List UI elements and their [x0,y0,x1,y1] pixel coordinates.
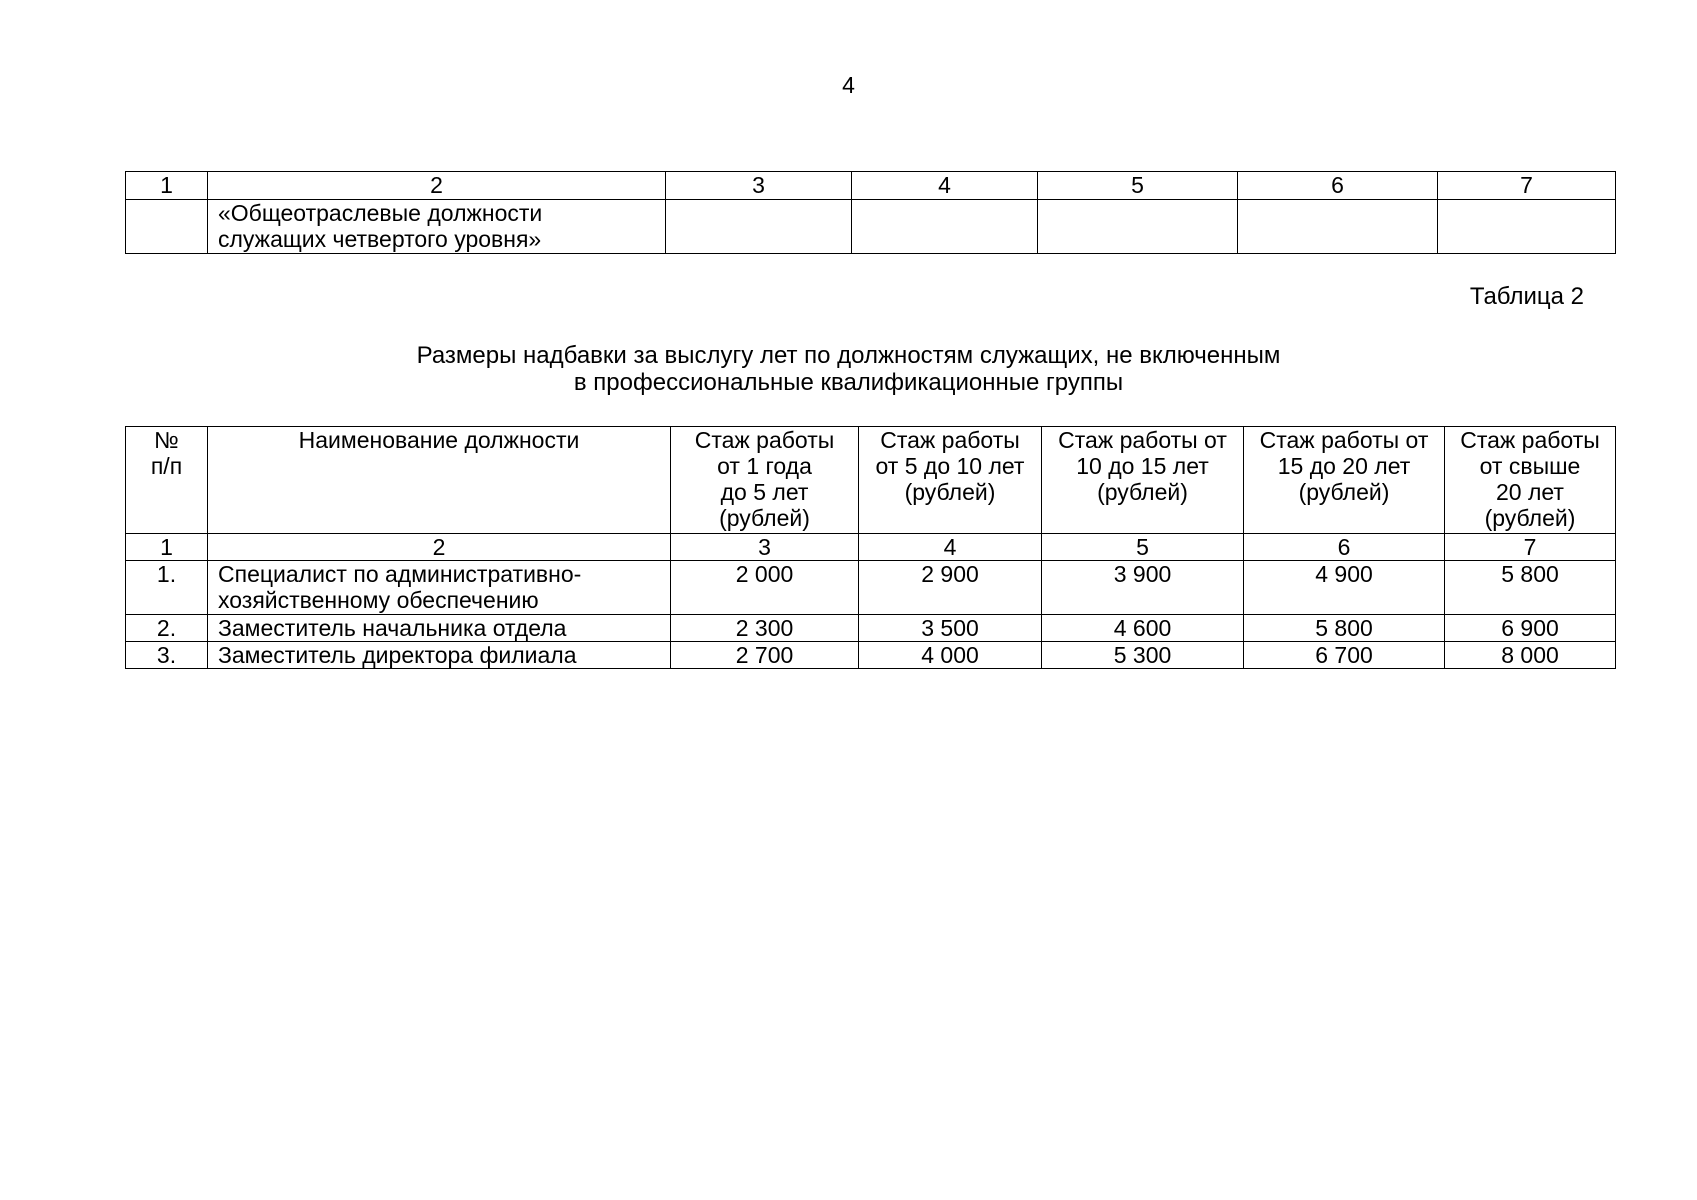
row-number-cell [126,200,208,254]
table-row [126,561,1616,615]
header-line: (рублей) [904,479,996,505]
header-row [126,427,1616,534]
column-number: 5 [1038,172,1238,200]
column-number: 4 [859,534,1042,561]
value-cell [852,200,1038,254]
value-cell: 5 800 [1244,615,1445,642]
header-line: п/п [150,453,183,479]
header-line: Стаж работы [1460,427,1600,453]
position-name-line: хозяйственному обеспечению [218,587,539,613]
value-cell [1238,200,1438,254]
header-cell-experience [1244,427,1445,534]
header-line: Стаж работы от [1259,427,1429,453]
header-line: (рублей) [1298,479,1390,505]
position-name-cell [208,561,671,615]
value-cell [1438,200,1616,254]
table-row [126,642,1616,669]
header-line: 15 до 20 лет [1277,453,1411,479]
header-line: (рублей) [1097,479,1188,505]
header-line: Стаж работы [694,427,835,453]
allowance-table [125,426,1616,669]
header-line: 20 лет [1496,479,1564,505]
continuation-table [125,171,1616,254]
column-number-row [126,534,1616,561]
header-line: Стаж работы [880,427,1020,453]
header-cell-experience [859,427,1042,534]
table-title [0,342,1697,396]
header-line: (рублей) [1484,505,1576,531]
position-name-line: «Общеотраслевые должности [218,200,543,226]
value-cell [1038,200,1238,254]
row-number-cell: 3. [126,642,208,669]
column-number: 7 [1438,172,1616,200]
header-line: № [154,427,179,453]
table-row [126,615,1616,642]
value-cell: 2 900 [859,561,1042,615]
header-line: (рублей) [719,505,810,531]
header-cell-experience [1445,427,1616,534]
value-cell: 2 700 [671,642,859,669]
column-number: 2 [208,172,666,200]
table-title-line: Размеры надбавки за выслугу лет по должностям служащих, не включенным [416,342,1281,369]
position-name-line: служащих четвертого уровня» [218,226,542,252]
table-label: Таблица 2 [1469,283,1584,310]
table-title-line: в профессиональные квалификационные группы [573,369,1124,396]
header-line: от 5 до 10 лет [875,453,1025,479]
column-number: 1 [126,172,208,200]
value-cell: 5 800 [1445,561,1616,615]
header-line: от свыше [1479,453,1581,479]
row-number-cell: 1. [126,561,208,615]
value-cell [666,200,852,254]
header-line: до 5 лет [720,479,809,505]
value-cell: 4 600 [1042,615,1244,642]
header-line: от 1 года [717,453,812,479]
position-name-cell [208,615,671,642]
page-number: 4 [842,72,855,98]
row-number-cell: 2. [126,615,208,642]
position-name-line: Заместитель начальника отдела [218,615,567,641]
value-cell: 6 900 [1445,615,1616,642]
column-number: 7 [1445,534,1616,561]
column-number: 4 [852,172,1038,200]
position-name-cell [208,642,671,669]
column-number: 6 [1244,534,1445,561]
value-cell: 2 000 [671,561,859,615]
value-cell: 6 700 [1244,642,1445,669]
column-number-row [126,172,1616,200]
header-cell-position [208,427,671,534]
value-cell: 3 900 [1042,561,1244,615]
value-cell: 4 000 [859,642,1042,669]
position-name-line: Заместитель директора филиала [218,642,577,668]
header-cell-experience [671,427,859,534]
position-name-cell [208,200,666,254]
value-cell: 2 300 [671,615,859,642]
value-cell: 4 900 [1244,561,1445,615]
header-line: 10 до 15 лет [1076,453,1209,479]
table-row [126,200,1616,254]
header-line: Наименование должности [298,427,580,453]
column-number: 1 [126,534,208,561]
value-cell: 8 000 [1445,642,1616,669]
header-cell-experience [1042,427,1244,534]
column-number: 5 [1042,534,1244,561]
column-number: 3 [671,534,859,561]
column-number: 2 [208,534,671,561]
header-cell-number [126,427,208,534]
value-cell: 5 300 [1042,642,1244,669]
header-line: Стаж работы от [1058,427,1227,453]
column-number: 6 [1238,172,1438,200]
value-cell: 3 500 [859,615,1042,642]
position-name-line: Специалист по административно- [218,561,582,587]
column-number: 3 [666,172,852,200]
